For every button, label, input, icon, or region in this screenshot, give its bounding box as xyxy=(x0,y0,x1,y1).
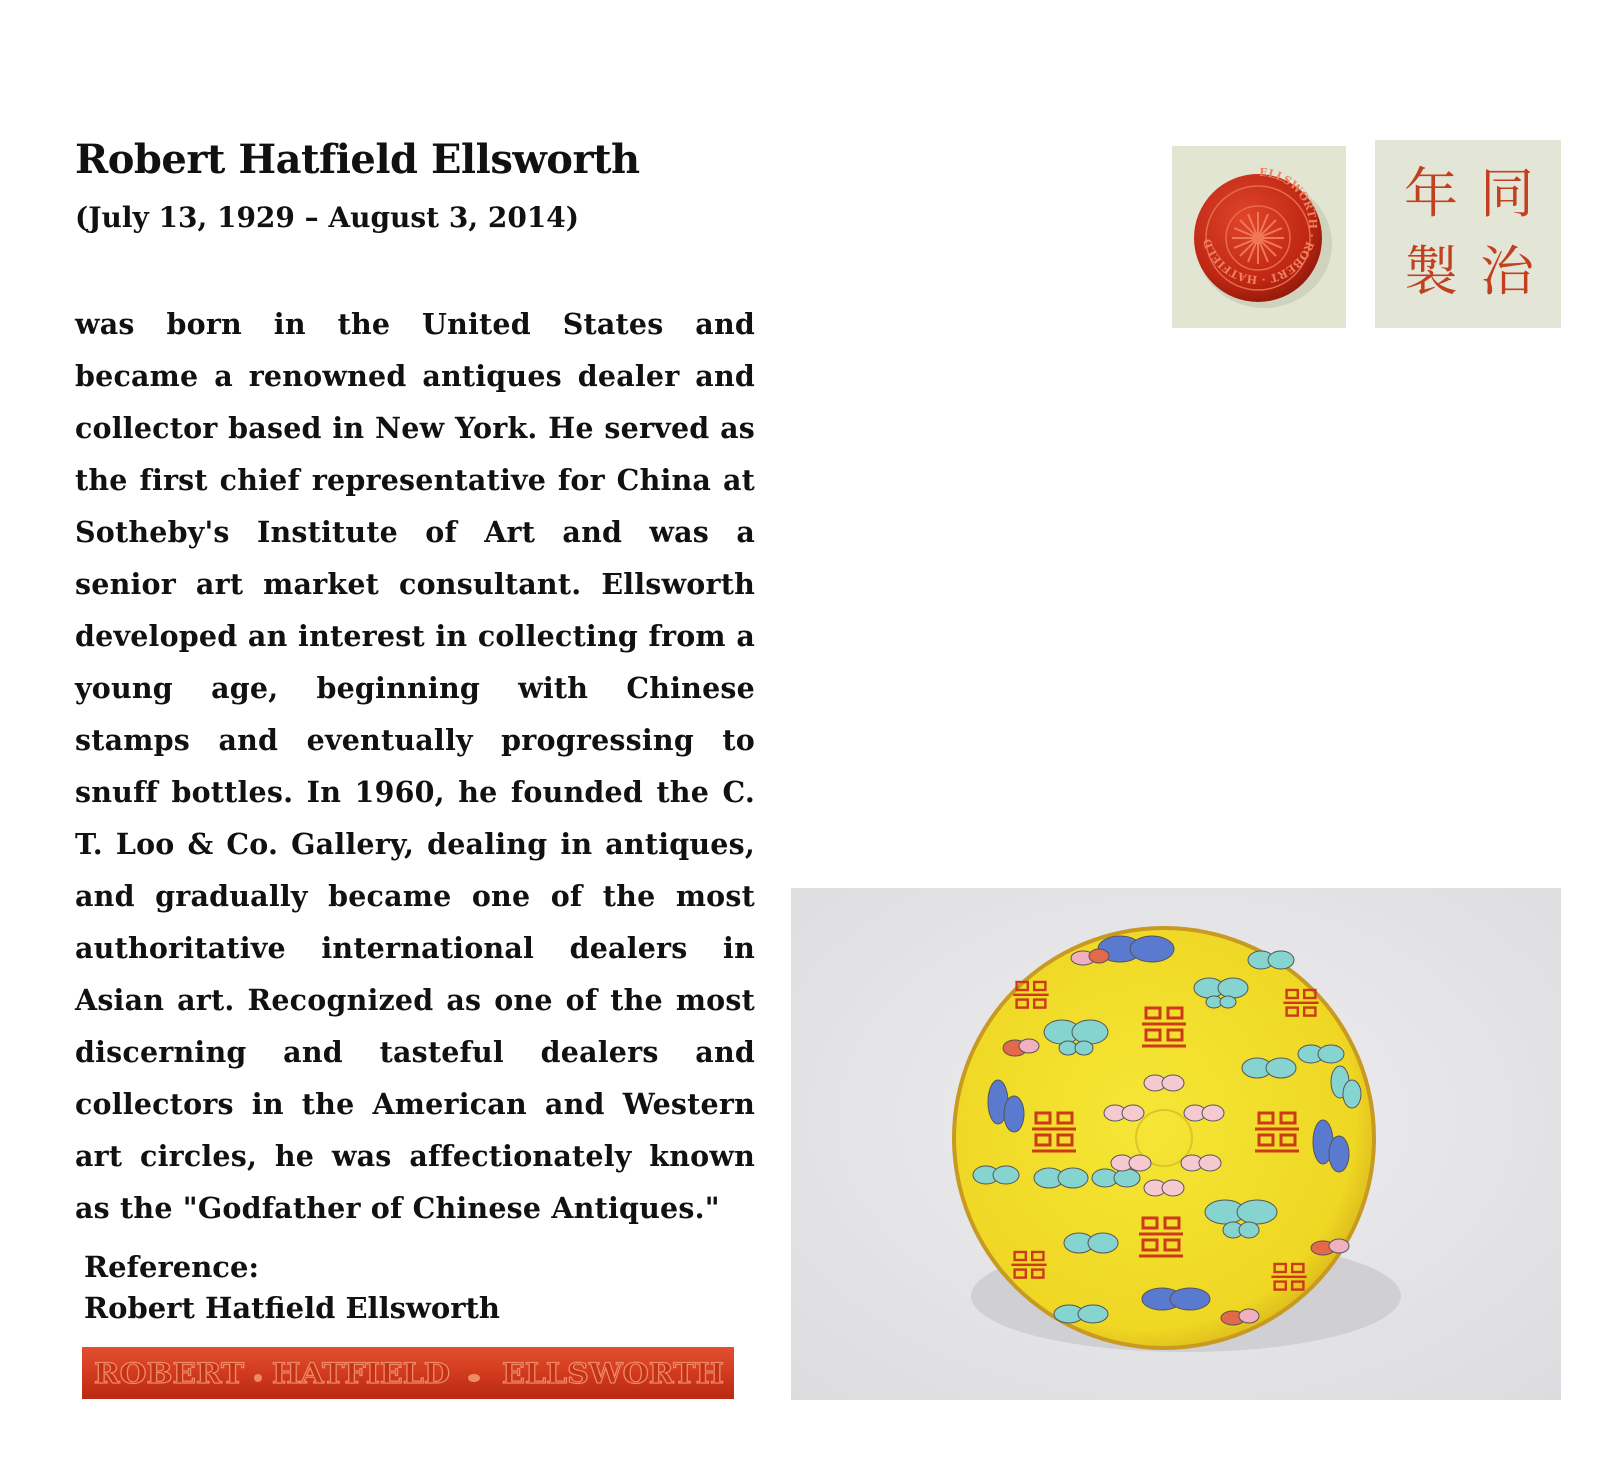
wax-seal-photo xyxy=(1172,146,1346,328)
reign-mark-char-zhi-made: 製 xyxy=(1404,240,1458,303)
seal-ring-text: ELLSWORTH · ROBERT · HATFIELD xyxy=(1200,165,1320,287)
stamp-dot-2 xyxy=(468,1374,480,1382)
person-name-title: Robert Hatfield Ellsworth xyxy=(75,136,640,183)
stamp-word-hatfield: HATFIELD xyxy=(272,1357,450,1390)
stamp-dot-1 xyxy=(254,1374,262,1382)
reign-mark-char-nian: 年 xyxy=(1404,162,1458,225)
dish-glaze xyxy=(956,930,1372,1346)
reference-label: Reference: xyxy=(84,1250,260,1284)
biography-paragraph: was born in the United States and became a renowned antiques dealer and collector based in New York. He served as the first chief representative for China at Sotheby's Institute of Art and was a senior art market consultant. Ellsworth developed an interest in collecting from a young age, beginning with Chinese stamps and eventually progressing to snuff bottles. In 1960, he founded the C. T. Loo & Co. Gallery, dealing in antiques, and gradually became one of the most authoritative international dealers in Asian art. Recognized as one of the most discerning and tasteful dealers and collectors in the American and Western art circles, he was affectionately known as the "Godfather of Chinese Antiques." xyxy=(75,307,755,1225)
butterfly-dish-photo xyxy=(791,888,1561,1400)
stamp-word-robert: ROBERT xyxy=(94,1357,245,1390)
life-dates: (July 13, 1929 – August 3, 2014) xyxy=(75,201,580,234)
collector-stamp-strip-image xyxy=(82,1345,734,1401)
reign-mark-char-tong: 同 xyxy=(1480,162,1534,225)
reign-mark-photo xyxy=(1375,140,1561,328)
reign-mark-char-zhi: 治 xyxy=(1480,240,1534,303)
stamp-word-ellsworth: ELLSWORTH xyxy=(502,1357,724,1390)
reference-name: Robert Hatfield Ellsworth xyxy=(84,1291,500,1325)
